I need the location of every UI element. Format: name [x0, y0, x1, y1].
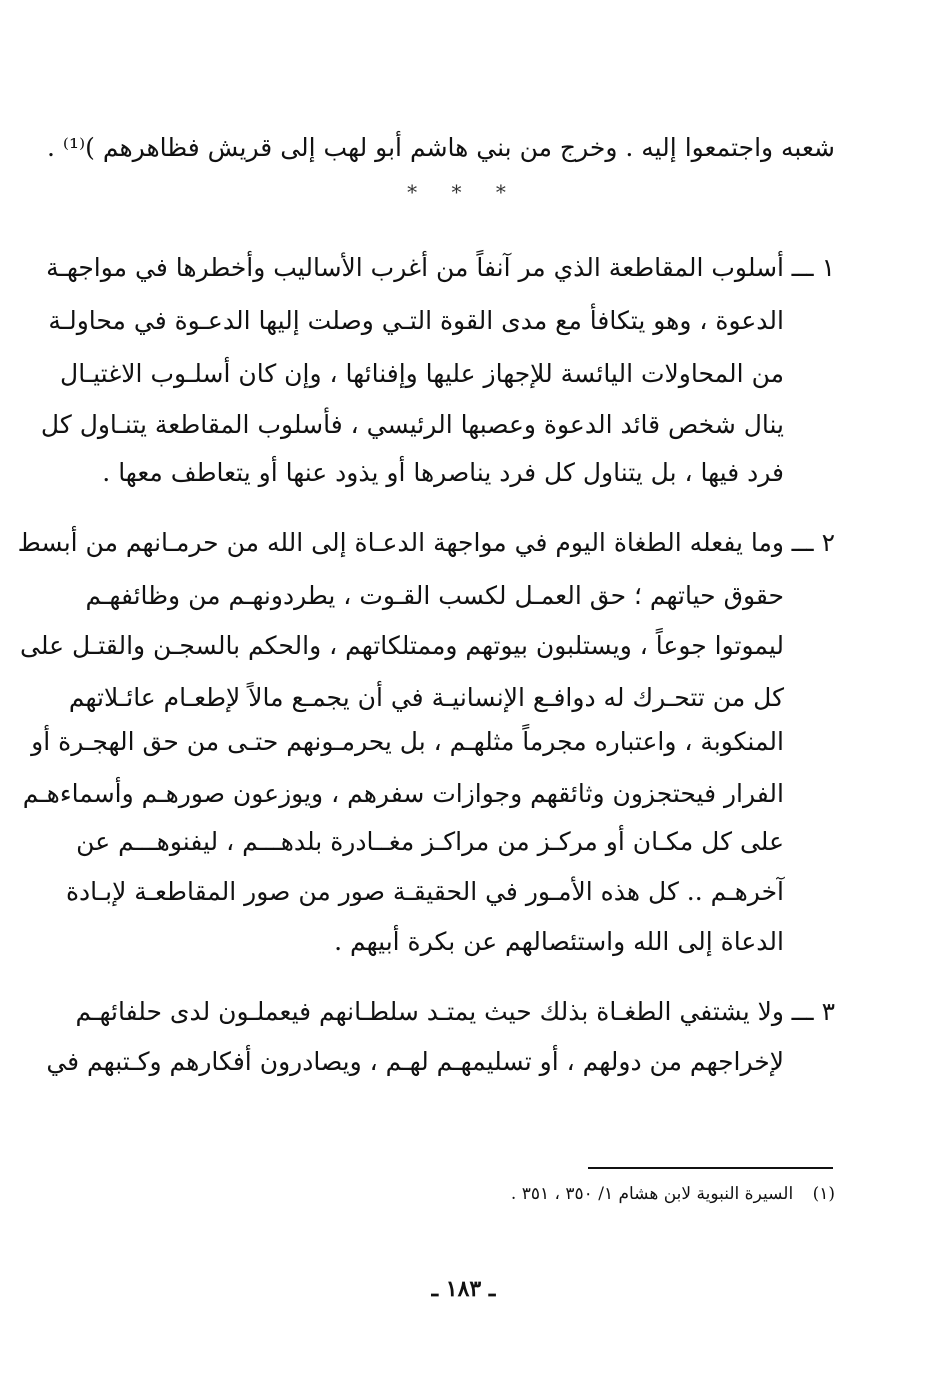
item-2-line-6: الفرار فيحتجزون وثائقهم وجوازات سفرهم ، ويوزعون صورهـم وأسماءهـم: [22, 779, 784, 808]
item-2-line-1: وما يفعله الطغاة اليوم في مواجهة الدعـاة إلى الله من حرمـانهم من أبسط: [17, 528, 784, 557]
footnote-text: السيرة النبوية لابن هشام ١/ ٣٥٠ ، ٣٥١ .: [510, 1184, 794, 1204]
item-1-line-3: من المحاولات اليائسة للإجهاز عليها وإفنائها ، وإن كان أسلـوب الاغتيـال: [60, 359, 784, 388]
item-2-line-8: آخرهـم .. كل هذه الأمـور في الحقيقـة صور من صور المقاطعـة لإبـادة: [65, 877, 784, 906]
item-2-line-3: ليموتوا جوعاً ، ويستلبون بيوتهم وممتلكاتهم ، والحكم بالسجـن والقتـل على: [20, 631, 784, 660]
item-number-3: ٣ ـــ: [791, 997, 835, 1026]
item-1-line-2: الدعوة ، وهو يتكافأ مع مدى القوة التـي وصلت إليها الدعـوة في محاولـة: [48, 306, 784, 335]
item-1-line-1: أسلوب المقاطعة الذي مر آنفاً من أغرب الأساليب وأخطرها في مواجهـة: [46, 253, 784, 282]
item-1-line-4: ينال شخص قائد الدعوة وعصبها الرئيسي ، فأسلوب المقاطعة يتنـاول كل: [40, 410, 784, 439]
item-1-line-5: فرد فيها ، بل يتناول كل فرد يناصرها أو يذود عنها أو يتعاطف معها .: [102, 458, 784, 487]
item-2-line-9: الدعاة إلى الله واستئصالهم عن بكرة أبيهم .: [334, 927, 784, 956]
item-2-line-7: على كل مكـان أو مركـز من مراكـز مغــادرة بلدهـــم ، ليفنوهـــم عن: [76, 827, 784, 856]
footnote-marker: (١): [812, 1184, 835, 1204]
item-3-line-2: لإخراجهم من دولهم ، أو تسليمهـم لهـم ، ويصادرون أفكارهم وكـتبهم في: [46, 1047, 784, 1076]
item-2-line-5: المنكوبة ، واعتباره مجرماً مثلهـم ، بل يحرمـونهم حتـى من حق الهجـرة أو: [31, 727, 784, 756]
item-3-line-1: ولا يشتفي الطغـاة بذلك حيث يمتـد سلطـانهم فيعملـون لدى حلفائهـم: [75, 997, 784, 1026]
item-number-2: ٢ ـــ: [791, 528, 835, 557]
item-2-line-2: حقوق حياتهم ؛ حق العمـل لكسب القـوت ، يطردونهـم من وظائفهـم: [85, 581, 784, 610]
item-2-line-4: كل من تتحـرك له دوافـع الإنسانيـة في أن يجمـع مالاً لإطعـام عائـلاتهم: [68, 683, 784, 712]
footnote: [511, 1180, 835, 1208]
footnote-rule: [588, 1167, 833, 1169]
item-number-1: ١ ـــ: [791, 253, 835, 282]
page-number: ـ ١٨٣ ـ: [431, 1276, 496, 1302]
section-separator: * * *: [407, 180, 520, 204]
opening-line: شعبه واجتمعوا إليه . وخرج من بني هاشم أبو لهب إلى قريش فظاهرهم )⁽¹⁾ .: [46, 133, 835, 162]
